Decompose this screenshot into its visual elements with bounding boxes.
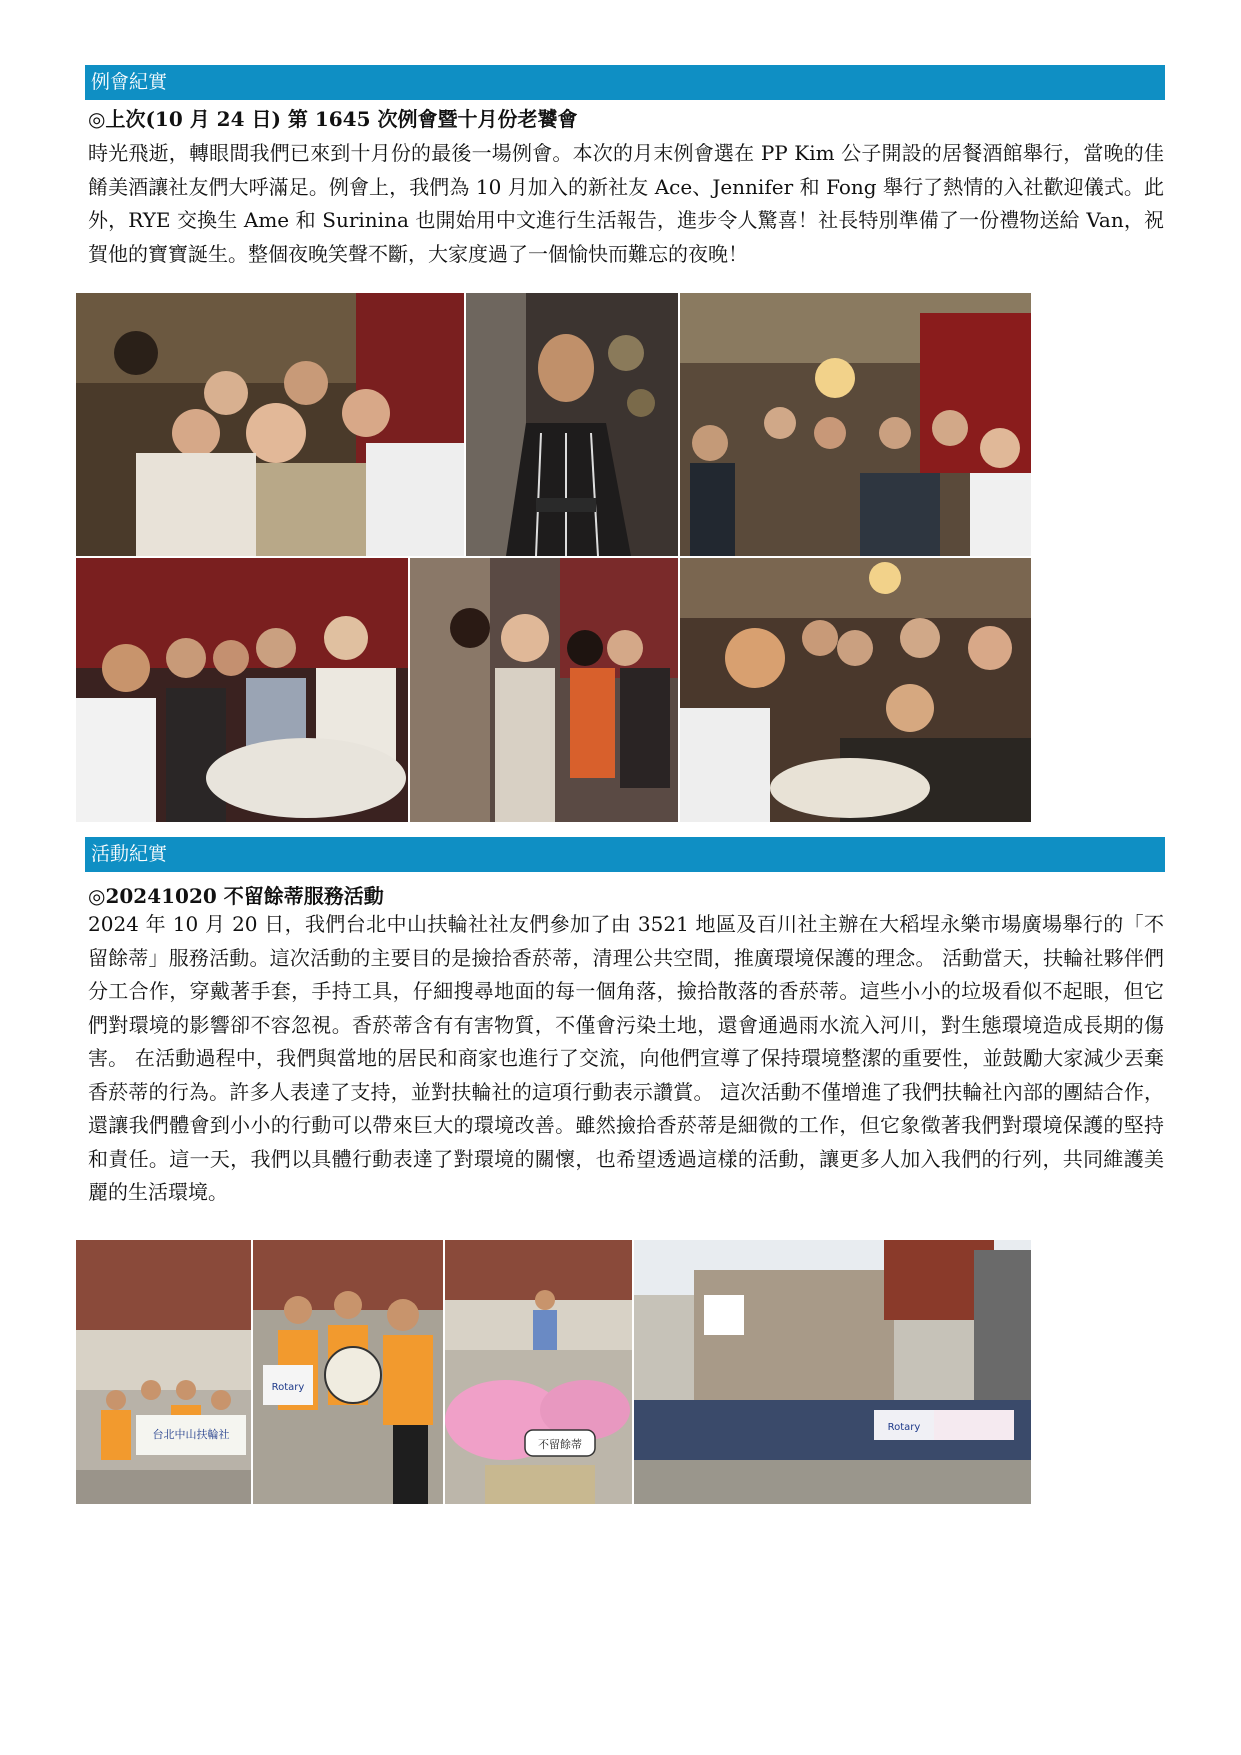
photo-selfie-group	[680, 558, 1031, 822]
banner-text: Rotary	[271, 1382, 305, 1393]
meeting-heading: ◎上次(10 月 24 日) 第 1645 次例會暨十月份老饕會	[88, 107, 578, 131]
meeting-body: 時光飛逝，轉眼間我們已來到十月份的最後一場例會。本次的月末例會選在 PP Kim 公子開設的居餐酒館舉行，當晚的佳餚美酒讓社友們大呼滿足。例會上，我們為 10 月加入的新社友 Ace、Jennifer 和 Fong 舉行了熱情的入社歡迎儀式。此外，RYE 交換生 Ame 和 Surinina 也開始用中文進行生活報告，進步令人驚喜！社長特別準備了一份禮物送給 Van，祝賀他的寶寶誕生。整個夜晚笑聲不斷，大家度過了一個愉快而難忘的夜晚！	[88, 141, 1164, 266]
section-bar-label: 活動紀實	[91, 843, 168, 865]
photo-table-group	[76, 558, 408, 822]
photo-group-toast	[76, 293, 464, 556]
banner-text: 台北中山扶輪社	[152, 1428, 230, 1441]
photo-standing-chat	[410, 558, 678, 822]
photo-bar-chandelier	[680, 293, 1031, 556]
photo-banner-group	[76, 1240, 251, 1504]
section-bar-meeting-record	[85, 65, 1165, 100]
photo-rotary-volunteers	[253, 1240, 443, 1504]
section-bar-activity-record	[85, 837, 1165, 872]
photo-plaza-group	[634, 1240, 1031, 1504]
banner-text: Rotary	[887, 1422, 921, 1433]
meeting-photo-collage	[76, 293, 1031, 822]
sign-text: 不留餘蒂	[538, 1438, 582, 1451]
section-bar-label: 例會紀實	[91, 71, 168, 93]
activity-body: 2024 年 10 月 20 日，我們台北中山扶輪社社友們參加了由 3521 地區及百川社主辦在大稻埕永樂市場廣場舉行的「不留餘蒂」服務活動。這次活動的主要目的是撿拾香菸蒂，清理公共空間，推廣環境保護的理念。 活動當天，扶輪社夥伴們分工合作，穿戴著手套，手持工具，仔細搜尋地面的每一個角落，撿拾散落的香菸蒂。這些小小的垃圾看似不起眼，但它們對環境的影響卻不容忽視。香菸蒂含有有害物質，不僅會污染土地，還會通過雨水流入河川，對生態環境造成長期的傷害。 在活動過程中，我們與當地的居民和商家也進行了交流，向他們宣導了保持環境整潔的重要性，並鼓勵大家減少丟棄香菸蒂的行為。許多人表達了支持，並對扶輪社的這項行動表示讚賞。 這次活動不僅增進了我們扶輪社內部的團結合作，還讓我們體會到小小的行動可以帶來巨大的環境改善。雖然撿拾香菸蒂是細微的工作，但它象徵著我們對環境保護的堅持和責任。這一天，我們以具體行動表達了對環境的關懷，也希望透過這樣的活動，讓更多人加入我們的行列，共同維護美麗的生活環境。	[88, 912, 1164, 1204]
photo-collected-bags	[445, 1240, 632, 1504]
activity-photo-collage	[76, 1240, 1031, 1504]
photo-man-striped-shirt	[466, 293, 678, 556]
activity-heading: ◎20241020 不留餘蒂服務活動	[88, 884, 384, 908]
